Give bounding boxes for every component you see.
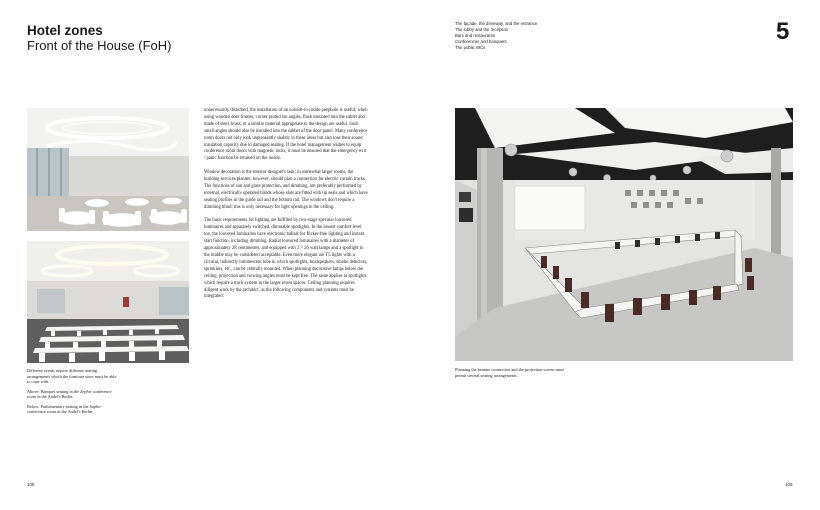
section-subtitle: Front of the House (FoH): [27, 38, 172, 53]
conference-room-photo: [455, 108, 793, 361]
chapter-nav-item: The public WCs: [455, 45, 486, 50]
chapter-nav-item: Bars and restaurants: [455, 33, 495, 38]
page-number-right: 109: [785, 482, 793, 487]
left-photo-captions: [27, 368, 117, 419]
chapter-nav-item: The lobby and the reception: [455, 27, 509, 32]
caption-intro: Different events require different seating arrangements which the furniture store must be able to cope with.: [27, 368, 117, 384]
parliamentary-room-photo: [27, 241, 189, 363]
section-title: Hotel zones: [27, 23, 103, 38]
chapter-nav-item-current: Conferences and banquets: [455, 39, 507, 44]
chapter-nav-item: The façade, the driveway, and the entrance: [455, 21, 538, 26]
caption-below: Below: Parliamentary seating in the Saphir conference room in the Andel's Berlin.: [27, 403, 102, 414]
body-paragraph: unnecessarily disturbed, the installation of an outside-to-inside peephole is useful; when using wooden door frames, corner protection angles, flush mounted into the sublet and made of steel, brass, or a similar material appropriate to the design are useful. Such small angles should also be installed into the sabbet of the door panel. Many conference room doors not only look unpleasantly shabby in these areas but also lose their sound insulation capacity due to damaged sealing. If the hotel management wishes to equip conference room doors with magnetic locks, it must be ensured that the emergency exit / panic function be retained on the inside.: [204, 108, 368, 162]
caption-above: Above: Banquet seating in the Zephir conference room in the Andel's Berlin.: [27, 388, 112, 399]
chapter-number: 5: [776, 18, 790, 45]
body-paragraph: The basic requirements for lighting are fulfilled by two-stage specular louvered luminaires and separately switched, dimmable spotlights. In the lowest comfort level too, the louvered luminaires have electronic ballast for flicker-free lighting and instant start function, including dimming. Radial louvered luminaires with a diameter of approximately 28 centimetres, and equipped with 2 × 26 watt lamps and a spotlight in the middle may be considered acceptable. Even more elegant are T5 lights with a circular, indirectly luminescent tube in which spotlights, loudspeakers, smoke detectors, sprinklers, etc., can be centrally mounted. When planning decorative lamps below the ceiling, projection and viewing angles must be kept free. The same applies to spotlights which require a track system in the larger event spaces. Ceiling planning requires diligent work by the architect, as the following components and systems must be integrated:: [204, 218, 368, 300]
chapter-nav: [455, 21, 537, 51]
right-photo-caption: Planning the beamer connection and the projection screen must permit several seating arrangements.: [455, 367, 564, 378]
page-number-left: 108: [27, 482, 35, 487]
body-paragraph: Window decoration is the interior designer's task; in somewhat larger rooms, the building services planner, however, should plan a connection for electric curtain tracks. The functions of sun and glare protection, and dimming, are preferably performed by external, electrically operated blinds whose slats are fitted with lip seals and which have sealing profiles in the guide rail and the bottom rail. The windows don't require a dimming blind; this is only necessary for light openings in the ceiling.: [204, 170, 368, 210]
body-text-column: [204, 108, 368, 308]
banquet-room-photo: [27, 108, 189, 231]
